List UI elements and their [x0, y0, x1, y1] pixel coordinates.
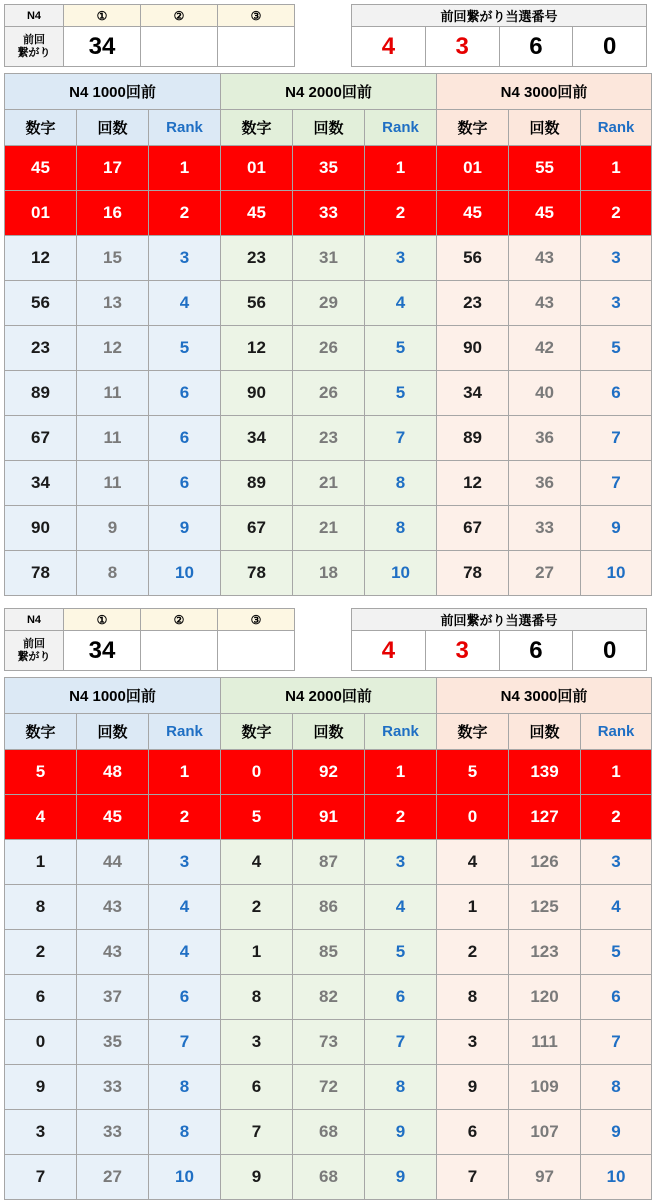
cell-number: 67: [221, 506, 293, 551]
cell-count: 23: [293, 416, 365, 461]
winner-title: 前回繋がり当選番号: [352, 5, 647, 27]
cell-number: 2: [221, 885, 293, 930]
cell-number: 4: [437, 840, 509, 885]
cell-rank: 10: [365, 551, 437, 596]
cell-count: 127: [509, 795, 581, 840]
cell-count: 13: [77, 281, 149, 326]
colhdr-count-1: 回数: [77, 714, 149, 750]
cell-number: 3: [437, 1020, 509, 1065]
cell-number: 1: [437, 885, 509, 930]
stats-block-1: [0, 0, 655, 596]
cell-number: 7: [437, 1155, 509, 1200]
cell-rank: 10: [581, 1155, 652, 1200]
cell-rank: 9: [581, 1110, 652, 1155]
cell-rank: 1: [149, 146, 221, 191]
cell-count: 21: [293, 506, 365, 551]
cell-number: 23: [5, 326, 77, 371]
cell-number: 12: [5, 236, 77, 281]
group-header-2000: N4 2000回前: [221, 74, 437, 110]
cell-number: 34: [221, 416, 293, 461]
cell-count: 82: [293, 975, 365, 1020]
group-header-3000: N4 3000回前: [437, 74, 652, 110]
header-row-1: [0, 0, 655, 67]
winner-title: 前回繋がり当選番号: [352, 609, 647, 631]
cell-count: 92: [293, 750, 365, 795]
cell-count: 86: [293, 885, 365, 930]
cell-rank: 9: [149, 506, 221, 551]
winner-digit-3: 6: [499, 631, 573, 671]
cell-count: 91: [293, 795, 365, 840]
cell-number: 2: [5, 930, 77, 975]
cell-count: 33: [509, 506, 581, 551]
cell-rank: 8: [365, 506, 437, 551]
cell-count: 37: [77, 975, 149, 1020]
cell-rank: 7: [365, 416, 437, 461]
cell-count: 40: [509, 371, 581, 416]
cell-count: 109: [509, 1065, 581, 1110]
table-row: [5, 146, 652, 191]
mini-value-2: [141, 27, 218, 67]
winner-digit-4: 0: [573, 27, 647, 67]
mini-col-2: ②: [141, 609, 218, 631]
cell-rank: 3: [581, 281, 652, 326]
prev-link-table-2: [4, 608, 295, 671]
mini-col-1: ①: [64, 609, 141, 631]
mini-table-container-2: [4, 608, 295, 671]
mini-col-3: ③: [218, 5, 295, 27]
cell-count: 126: [509, 840, 581, 885]
cell-count: 15: [77, 236, 149, 281]
cell-rank: 7: [365, 1020, 437, 1065]
cell-rank: 4: [365, 281, 437, 326]
cell-rank: 7: [581, 1020, 652, 1065]
cell-count: 18: [293, 551, 365, 596]
mini-label-prev-link: 前回 繋がり: [5, 631, 64, 671]
cell-rank: 3: [149, 840, 221, 885]
cell-count: 97: [509, 1155, 581, 1200]
cell-count: 42: [509, 326, 581, 371]
cell-number: 23: [437, 281, 509, 326]
cell-rank: 10: [581, 551, 652, 596]
cell-number: 34: [5, 461, 77, 506]
cell-count: 139: [509, 750, 581, 795]
winner-title-row: [352, 609, 647, 631]
colhdr-number-1: 数字: [5, 110, 77, 146]
cell-rank: 10: [149, 551, 221, 596]
cell-number: 4: [5, 795, 77, 840]
cell-number: 89: [5, 371, 77, 416]
table-row: [5, 1110, 652, 1155]
mini-col-1: ①: [64, 5, 141, 27]
cell-number: 5: [221, 795, 293, 840]
colhdr-rank-1: Rank: [149, 110, 221, 146]
cell-count: 12: [77, 326, 149, 371]
cell-number: 45: [437, 191, 509, 236]
group-header-row: [5, 678, 652, 714]
header-row-2: [0, 604, 655, 671]
mini-table-container-1: [4, 4, 295, 67]
cell-count: 87: [293, 840, 365, 885]
table-row: [5, 281, 652, 326]
cell-count: 111: [509, 1020, 581, 1065]
cell-rank: 4: [149, 885, 221, 930]
mini-header-row: [5, 5, 295, 27]
cell-rank: 6: [581, 975, 652, 1020]
table-row: [5, 236, 652, 281]
cell-number: 1: [221, 930, 293, 975]
colhdr-count-2: 回数: [293, 714, 365, 750]
cell-count: 123: [509, 930, 581, 975]
cell-count: 21: [293, 461, 365, 506]
cell-rank: 3: [581, 236, 652, 281]
cell-rank: 9: [365, 1155, 437, 1200]
table-row: [5, 750, 652, 795]
table-row: [5, 416, 652, 461]
winner-digits-row: [352, 631, 647, 671]
cell-number: 67: [437, 506, 509, 551]
colhdr-number-2: 数字: [221, 110, 293, 146]
table-row: [5, 1020, 652, 1065]
cell-count: 107: [509, 1110, 581, 1155]
cell-number: 12: [221, 326, 293, 371]
cell-number: 6: [5, 975, 77, 1020]
colhdr-number-1: 数字: [5, 714, 77, 750]
colhdr-rank-3: Rank: [581, 714, 652, 750]
cell-rank: 1: [581, 146, 652, 191]
cell-count: 43: [509, 281, 581, 326]
winner-digit-1: 4: [352, 631, 426, 671]
cell-rank: 8: [149, 1110, 221, 1155]
mini-value-1: 34: [64, 27, 141, 67]
cell-rank: 2: [149, 191, 221, 236]
table-row: [5, 975, 652, 1020]
cell-rank: 2: [581, 191, 652, 236]
colhdr-count-2: 回数: [293, 110, 365, 146]
cell-rank: 8: [149, 1065, 221, 1110]
cell-number: 56: [221, 281, 293, 326]
winner-number-table-1: [351, 4, 647, 67]
cell-rank: 6: [365, 975, 437, 1020]
cell-rank: 8: [581, 1065, 652, 1110]
cell-count: 44: [77, 840, 149, 885]
colhdr-number-3: 数字: [437, 714, 509, 750]
mini-value-2: [141, 631, 218, 671]
cell-rank: 1: [581, 750, 652, 795]
mini-label-n4: N4: [5, 609, 64, 631]
cell-count: 73: [293, 1020, 365, 1065]
cell-count: 27: [509, 551, 581, 596]
cell-number: 01: [5, 191, 77, 236]
column-header-row: [5, 110, 652, 146]
cell-rank: 3: [149, 236, 221, 281]
mini-col-3: ③: [218, 609, 295, 631]
cell-count: 43: [77, 930, 149, 975]
cell-number: 6: [221, 1065, 293, 1110]
cell-rank: 10: [149, 1155, 221, 1200]
cell-number: 89: [437, 416, 509, 461]
cell-number: 89: [221, 461, 293, 506]
cell-count: 48: [77, 750, 149, 795]
cell-count: 11: [77, 461, 149, 506]
cell-number: 9: [437, 1065, 509, 1110]
cell-rank: 4: [365, 885, 437, 930]
table-row: [5, 191, 652, 236]
mini-header-row: [5, 609, 295, 631]
column-header-row: [5, 714, 652, 750]
mini-value-row: [5, 631, 295, 671]
cell-count: 11: [77, 371, 149, 416]
cell-rank: 6: [149, 371, 221, 416]
cell-number: 7: [221, 1110, 293, 1155]
cell-count: 26: [293, 326, 365, 371]
cell-number: 8: [437, 975, 509, 1020]
cell-rank: 7: [581, 461, 652, 506]
cell-rank: 6: [149, 975, 221, 1020]
cell-count: 27: [77, 1155, 149, 1200]
cell-count: 125: [509, 885, 581, 930]
cell-count: 26: [293, 371, 365, 416]
winner-digit-1: 4: [352, 27, 426, 67]
cell-number: 12: [437, 461, 509, 506]
table-row: [5, 326, 652, 371]
cell-count: 68: [293, 1155, 365, 1200]
cell-count: 11: [77, 416, 149, 461]
cell-number: 0: [437, 795, 509, 840]
colhdr-rank-2: Rank: [365, 110, 437, 146]
cell-number: 0: [221, 750, 293, 795]
cell-count: 85: [293, 930, 365, 975]
cell-rank: 5: [581, 326, 652, 371]
cell-number: 78: [5, 551, 77, 596]
cell-number: 3: [5, 1110, 77, 1155]
header-spacer-2: [295, 608, 351, 671]
winner-digits-row: [352, 27, 647, 67]
cell-count: 33: [77, 1065, 149, 1110]
header-spacer-1: [295, 4, 351, 67]
cell-number: 78: [437, 551, 509, 596]
cell-rank: 6: [581, 371, 652, 416]
cell-number: 8: [5, 885, 77, 930]
main-table-container-2: [0, 671, 655, 1200]
cell-number: 56: [437, 236, 509, 281]
table-row: [5, 1155, 652, 1200]
cell-rank: 5: [365, 930, 437, 975]
cell-rank: 5: [365, 326, 437, 371]
colhdr-number-3: 数字: [437, 110, 509, 146]
table-row: [5, 506, 652, 551]
cell-count: 9: [77, 506, 149, 551]
colhdr-count-3: 回数: [509, 110, 581, 146]
cell-number: 9: [5, 1065, 77, 1110]
mini-value-3: [218, 631, 295, 671]
cell-number: 7: [5, 1155, 77, 1200]
cell-number: 3: [221, 1020, 293, 1065]
frequency-table-1: [4, 73, 652, 596]
cell-rank: 3: [581, 840, 652, 885]
cell-rank: 5: [581, 930, 652, 975]
table-row: [5, 795, 652, 840]
cell-number: 45: [221, 191, 293, 236]
cell-number: 5: [437, 750, 509, 795]
cell-rank: 3: [365, 236, 437, 281]
group-header-2000: N4 2000回前: [221, 678, 437, 714]
mini-col-2: ②: [141, 5, 218, 27]
cell-count: 36: [509, 416, 581, 461]
cell-count: 36: [509, 461, 581, 506]
cell-count: 33: [77, 1110, 149, 1155]
cell-count: 17: [77, 146, 149, 191]
mini-value-row: [5, 27, 295, 67]
cell-rank: 1: [149, 750, 221, 795]
table-row: [5, 840, 652, 885]
cell-rank: 2: [365, 191, 437, 236]
winner-digit-3: 6: [499, 27, 573, 67]
winner-number-table-2: [351, 608, 647, 671]
cell-count: 35: [293, 146, 365, 191]
prev-link-table-1: [4, 4, 295, 67]
cell-number: 90: [5, 506, 77, 551]
cell-rank: 4: [149, 930, 221, 975]
colhdr-rank-3: Rank: [581, 110, 652, 146]
mini-label-prev-link: 前回 繋がり: [5, 27, 64, 67]
group-header-1000: N4 1000回前: [5, 678, 221, 714]
cell-count: 35: [77, 1020, 149, 1065]
cell-number: 2: [437, 930, 509, 975]
cell-count: 8: [77, 551, 149, 596]
cell-number: 56: [5, 281, 77, 326]
stats-block-2: [0, 604, 655, 1200]
cell-count: 55: [509, 146, 581, 191]
winner-digit-4: 0: [573, 631, 647, 671]
cell-number: 67: [5, 416, 77, 461]
cell-number: 8: [221, 975, 293, 1020]
cell-rank: 2: [365, 795, 437, 840]
cell-rank: 8: [365, 461, 437, 506]
cell-rank: 8: [365, 1065, 437, 1110]
cell-number: 6: [437, 1110, 509, 1155]
table-row: [5, 371, 652, 416]
cell-rank: 1: [365, 750, 437, 795]
table-row: [5, 1065, 652, 1110]
cell-rank: 5: [149, 326, 221, 371]
cell-number: 5: [5, 750, 77, 795]
cell-count: 120: [509, 975, 581, 1020]
cell-number: 34: [437, 371, 509, 416]
group-header-1000: N4 1000回前: [5, 74, 221, 110]
colhdr-number-2: 数字: [221, 714, 293, 750]
colhdr-rank-1: Rank: [149, 714, 221, 750]
cell-number: 23: [221, 236, 293, 281]
table-row: [5, 930, 652, 975]
mini-label-n4: N4: [5, 5, 64, 27]
cell-count: 45: [509, 191, 581, 236]
winner-digit-2: 3: [425, 27, 499, 67]
cell-rank: 6: [149, 461, 221, 506]
cell-number: 45: [5, 146, 77, 191]
colhdr-count-3: 回数: [509, 714, 581, 750]
block-gap: [0, 596, 655, 604]
cell-number: 78: [221, 551, 293, 596]
winner-digit-2: 3: [425, 631, 499, 671]
cell-number: 90: [437, 326, 509, 371]
table-row: [5, 551, 652, 596]
cell-count: 31: [293, 236, 365, 281]
cell-count: 29: [293, 281, 365, 326]
cell-number: 01: [437, 146, 509, 191]
cell-number: 90: [221, 371, 293, 416]
winner-table-container-2: [351, 608, 647, 671]
cell-rank: 4: [581, 885, 652, 930]
cell-rank: 4: [149, 281, 221, 326]
cell-rank: 5: [365, 371, 437, 416]
cell-count: 72: [293, 1065, 365, 1110]
cell-number: 01: [221, 146, 293, 191]
colhdr-count-1: 回数: [77, 110, 149, 146]
group-header-3000: N4 3000回前: [437, 678, 652, 714]
cell-count: 45: [77, 795, 149, 840]
cell-rank: 9: [581, 506, 652, 551]
mini-value-1: 34: [64, 631, 141, 671]
cell-number: 0: [5, 1020, 77, 1065]
main-table-container-1: [0, 67, 655, 596]
cell-rank: 2: [581, 795, 652, 840]
cell-count: 33: [293, 191, 365, 236]
cell-rank: 9: [365, 1110, 437, 1155]
group-header-row: [5, 74, 652, 110]
frequency-table-2: [4, 677, 652, 1200]
table-row: [5, 885, 652, 930]
mini-value-3: [218, 27, 295, 67]
winner-table-container-1: [351, 4, 647, 67]
cell-number: 1: [5, 840, 77, 885]
cell-rank: 2: [149, 795, 221, 840]
cell-rank: 7: [581, 416, 652, 461]
table-row: [5, 461, 652, 506]
cell-count: 43: [509, 236, 581, 281]
cell-rank: 3: [365, 840, 437, 885]
cell-number: 9: [221, 1155, 293, 1200]
cell-count: 68: [293, 1110, 365, 1155]
cell-rank: 6: [149, 416, 221, 461]
cell-count: 43: [77, 885, 149, 930]
winner-title-row: [352, 5, 647, 27]
cell-count: 16: [77, 191, 149, 236]
colhdr-rank-2: Rank: [365, 714, 437, 750]
cell-rank: 1: [365, 146, 437, 191]
cell-number: 4: [221, 840, 293, 885]
cell-rank: 7: [149, 1020, 221, 1065]
